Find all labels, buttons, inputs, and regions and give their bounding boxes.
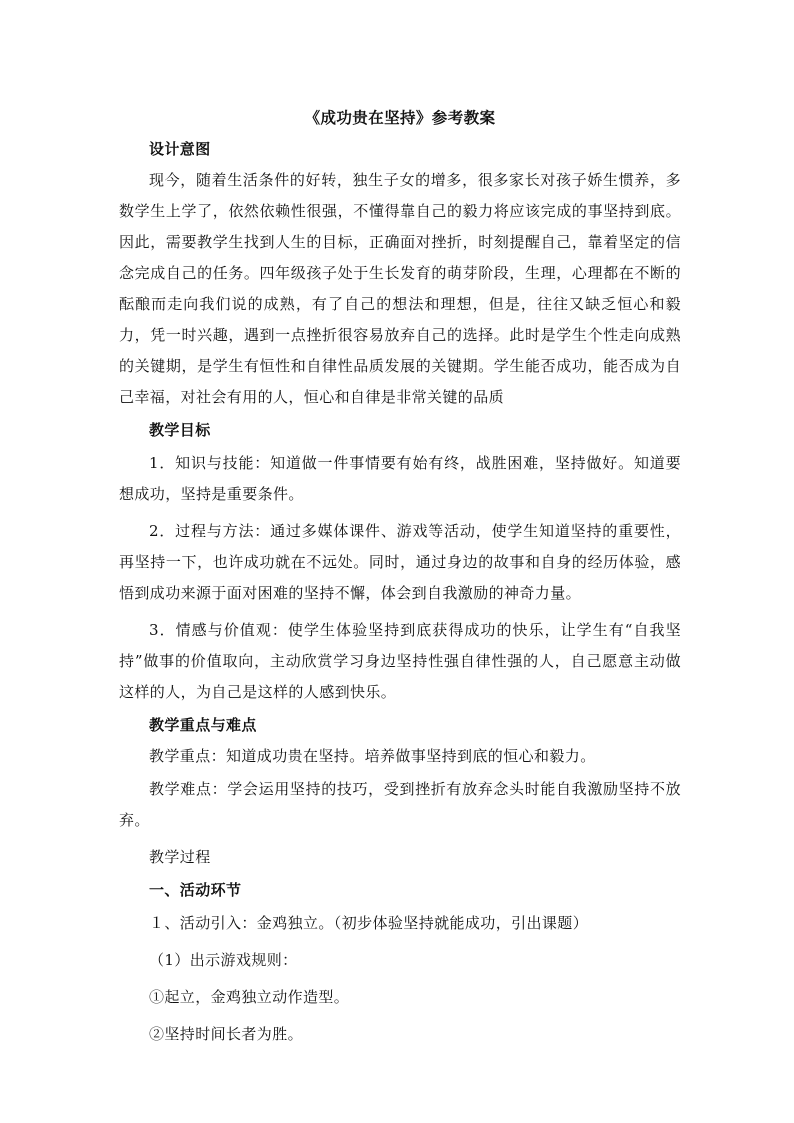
process-line-3: ①起立，金鸡独立动作造型。 bbox=[149, 988, 350, 1006]
key-point-focus: 教学重点：知道成功贵在坚持。培养做事坚持到底的恒心和毅力。 bbox=[149, 747, 596, 765]
key-point-difficulty: 教学难点：学会运用坚持的技巧，受到挫折有放弃念头时能自我激励坚持不放弃。 bbox=[119, 780, 681, 829]
section-heading-design-intent: 设计意图 bbox=[149, 140, 211, 158]
section-heading-process: 教学过程 bbox=[149, 848, 211, 866]
section-heading-key-points: 教学重点与难点 bbox=[149, 716, 257, 734]
objective-item-2: 2．过程与方法：通过多媒体课件、游戏等活动，使学生知道坚持的重要性，再坚持一下，也许成功就在不远处。同时，通过身边的故事和自身的经历体验，感悟到成功来源于面对困难的坚持不懈，体会到自我激励的神奇力量。 bbox=[119, 522, 681, 602]
objective-item-3: 3．情感与价值观：使学生体验坚持到底获得成功的快乐，让学生有“自我坚持”做事的价值取向，主动欣赏学习身边坚持性强自律性强的人，自己愿意主动做这样的人，为自己是这样的人感到快乐。 bbox=[119, 621, 681, 701]
document-title: 《成功贵在坚持》参考教案 bbox=[304, 109, 496, 127]
process-line-1: １、活动引入：金鸡独立。（初步体验坚持就能成功，引出课题） bbox=[149, 914, 589, 932]
process-part1-heading: 一、活动环节 bbox=[149, 881, 242, 899]
objective-item-1: 1．知识与技能：知道做一件事情要有始有终，战胜困难，坚持做好。知道要想成功，坚持是重要条件。 bbox=[119, 454, 681, 503]
process-line-4: ②坚持时间长者为胜。 bbox=[149, 1025, 304, 1043]
section-heading-objectives: 教学目标 bbox=[149, 421, 211, 439]
design-intent-paragraph: 现今，随着生活条件的好转，独生子女的增多，很多家长对孩子娇生惯养，多数学生上学了，依然依赖性很强，不懂得靠自己的毅力将应该完成的事坚持到底。因此，需要教学生找到人生的目标，正确面对挫折，时刻提醒自己，靠着坚定的信念完成自己的任务。四年级孩子处于生长发育的萌芽阶段，生理，心理都在不断的酝酿而走向我们说的成熟，有了自己的想法和理想，但是，往往又缺乏恒心和毅力，凭一时兴趣，遇到一点挫折很容易放弃自己的选择。此时是学生个性走向成熟的关键期，是学生有恒性和自律性品质发展的关键期。学生能否成功，能否成为自己幸福，对社会有用的人，恒心和自律是非常关键的品质 bbox=[119, 171, 681, 406]
document-content bbox=[119, 104, 681, 1050]
process-line-2: （1）出示游戏规则： bbox=[149, 951, 298, 969]
